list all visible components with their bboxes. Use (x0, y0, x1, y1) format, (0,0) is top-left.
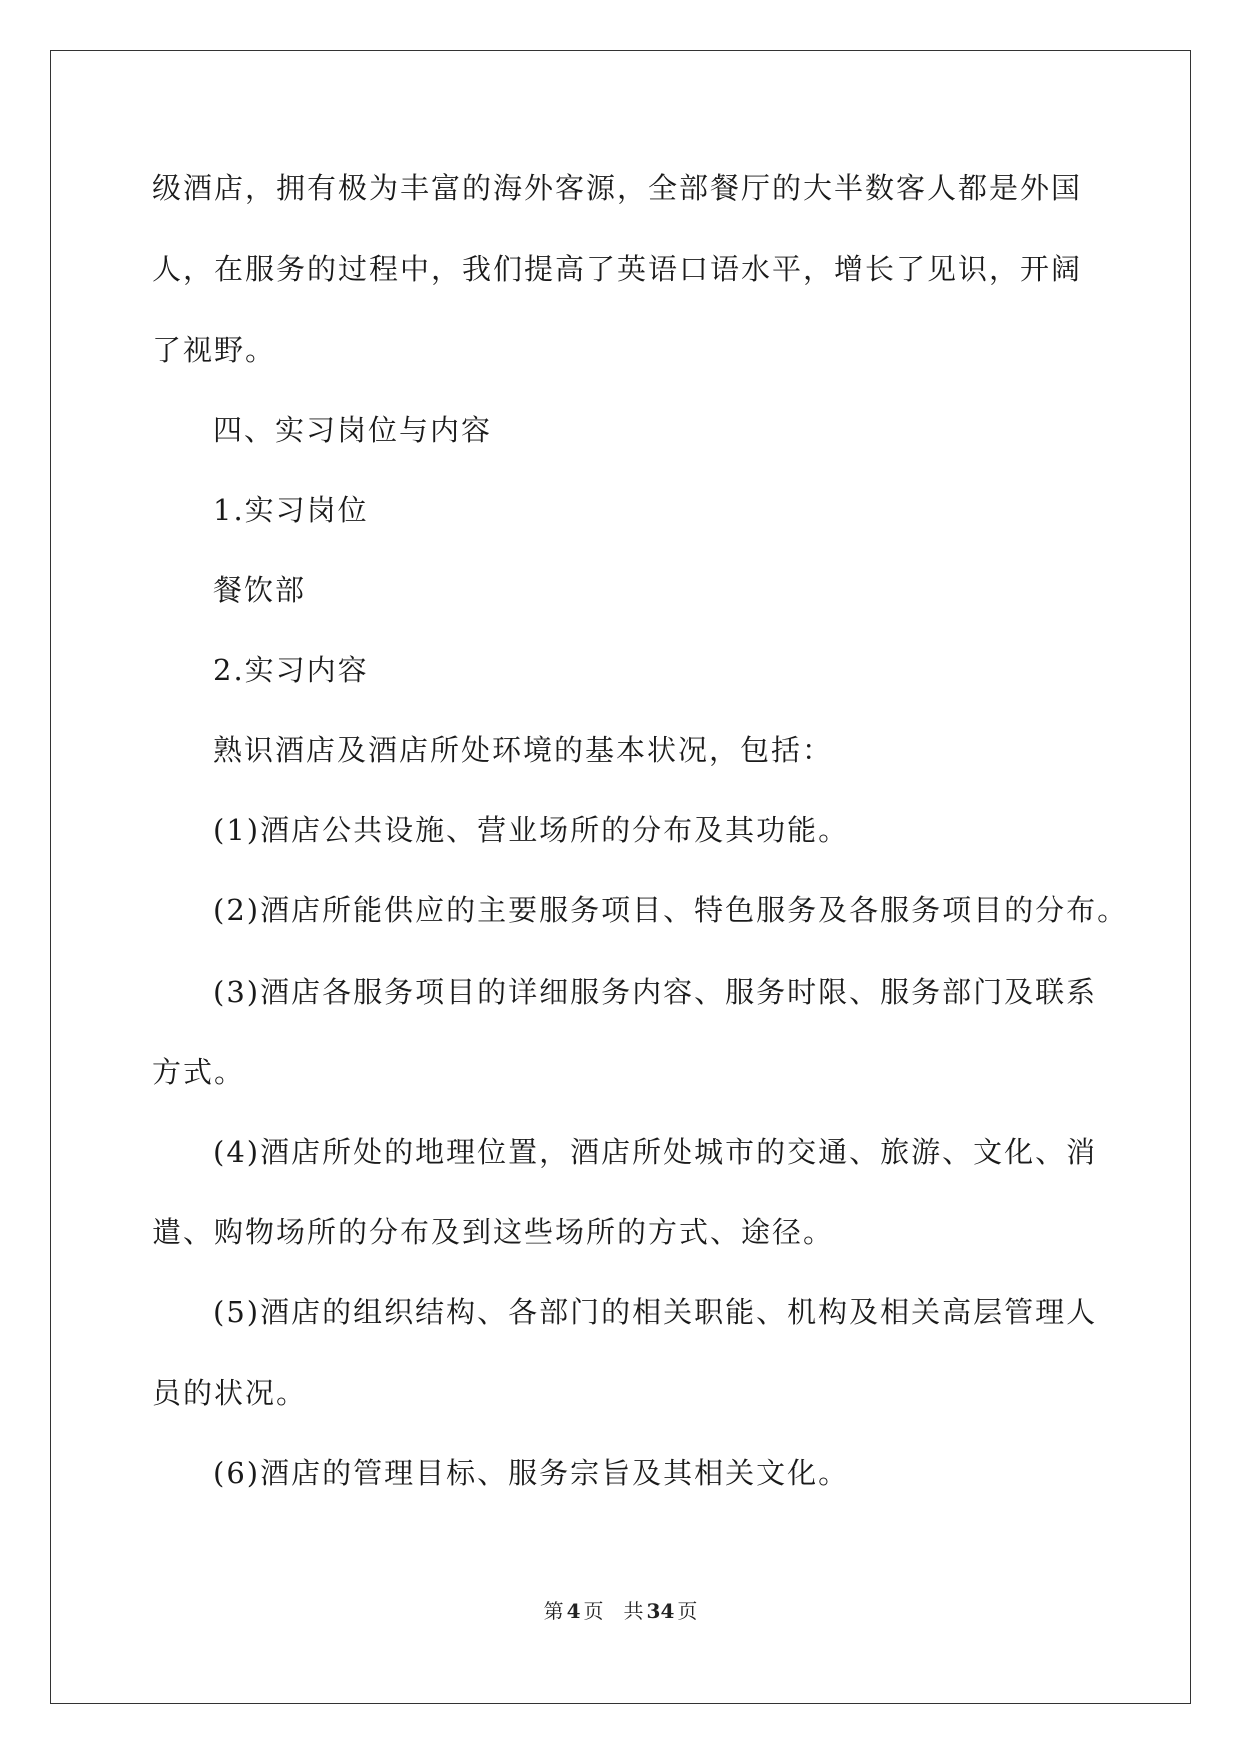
list-item-continuation: 遣、购物场所的分布及到这些场所的方式、途径。 (152, 1215, 835, 1249)
page-footer (0, 1598, 1241, 1624)
section-heading: 四、实习岗位与内容 (213, 413, 493, 447)
list-item: (2)酒店所能供应的主要服务项目、特色服务及各服务项目的分布。 (213, 893, 1129, 927)
list-item-continuation: 员的状况。 (152, 1376, 308, 1410)
list-item-continuation: 方式。 (152, 1055, 246, 1089)
list-item: (1)酒店公共设施、营业场所的分布及其功能。 (213, 813, 850, 847)
list-item: (6)酒店的管理目标、服务宗旨及其相关文化。 (213, 1456, 850, 1490)
page-prefix: 第 (543, 1599, 564, 1623)
body-line: 人，在服务的过程中，我们提高了英语口语水平，增长了见识，开阔 (152, 252, 1083, 286)
total-pages: 34 (646, 1599, 675, 1623)
body-line: 熟识酒店及酒店所处环境的基本状况，包括： (213, 733, 834, 767)
body-line: 餐饮部 (213, 573, 307, 607)
subsection-heading: 2.实习内容 (213, 653, 369, 687)
body-line: 级酒店，拥有极为丰富的海外客源，全部餐厅的大半数客人都是外国 (152, 171, 1083, 205)
subsection-heading: 1.实习岗位 (213, 493, 369, 527)
total-prefix: 共 (623, 1599, 644, 1623)
list-item: (4)酒店所处的地理位置，酒店所处城市的交通、旅游、文化、消 (213, 1135, 1098, 1169)
page-suffix: 页 (583, 1599, 604, 1623)
body-line: 了视野。 (152, 333, 277, 367)
total-suffix: 页 (677, 1599, 698, 1623)
page-number: 4 (566, 1599, 581, 1623)
list-item: (3)酒店各服务项目的详细服务内容、服务时限、服务部门及联系 (213, 975, 1098, 1009)
list-item: (5)酒店的组织结构、各部门的相关职能、机构及相关高层管理人 (213, 1295, 1098, 1329)
